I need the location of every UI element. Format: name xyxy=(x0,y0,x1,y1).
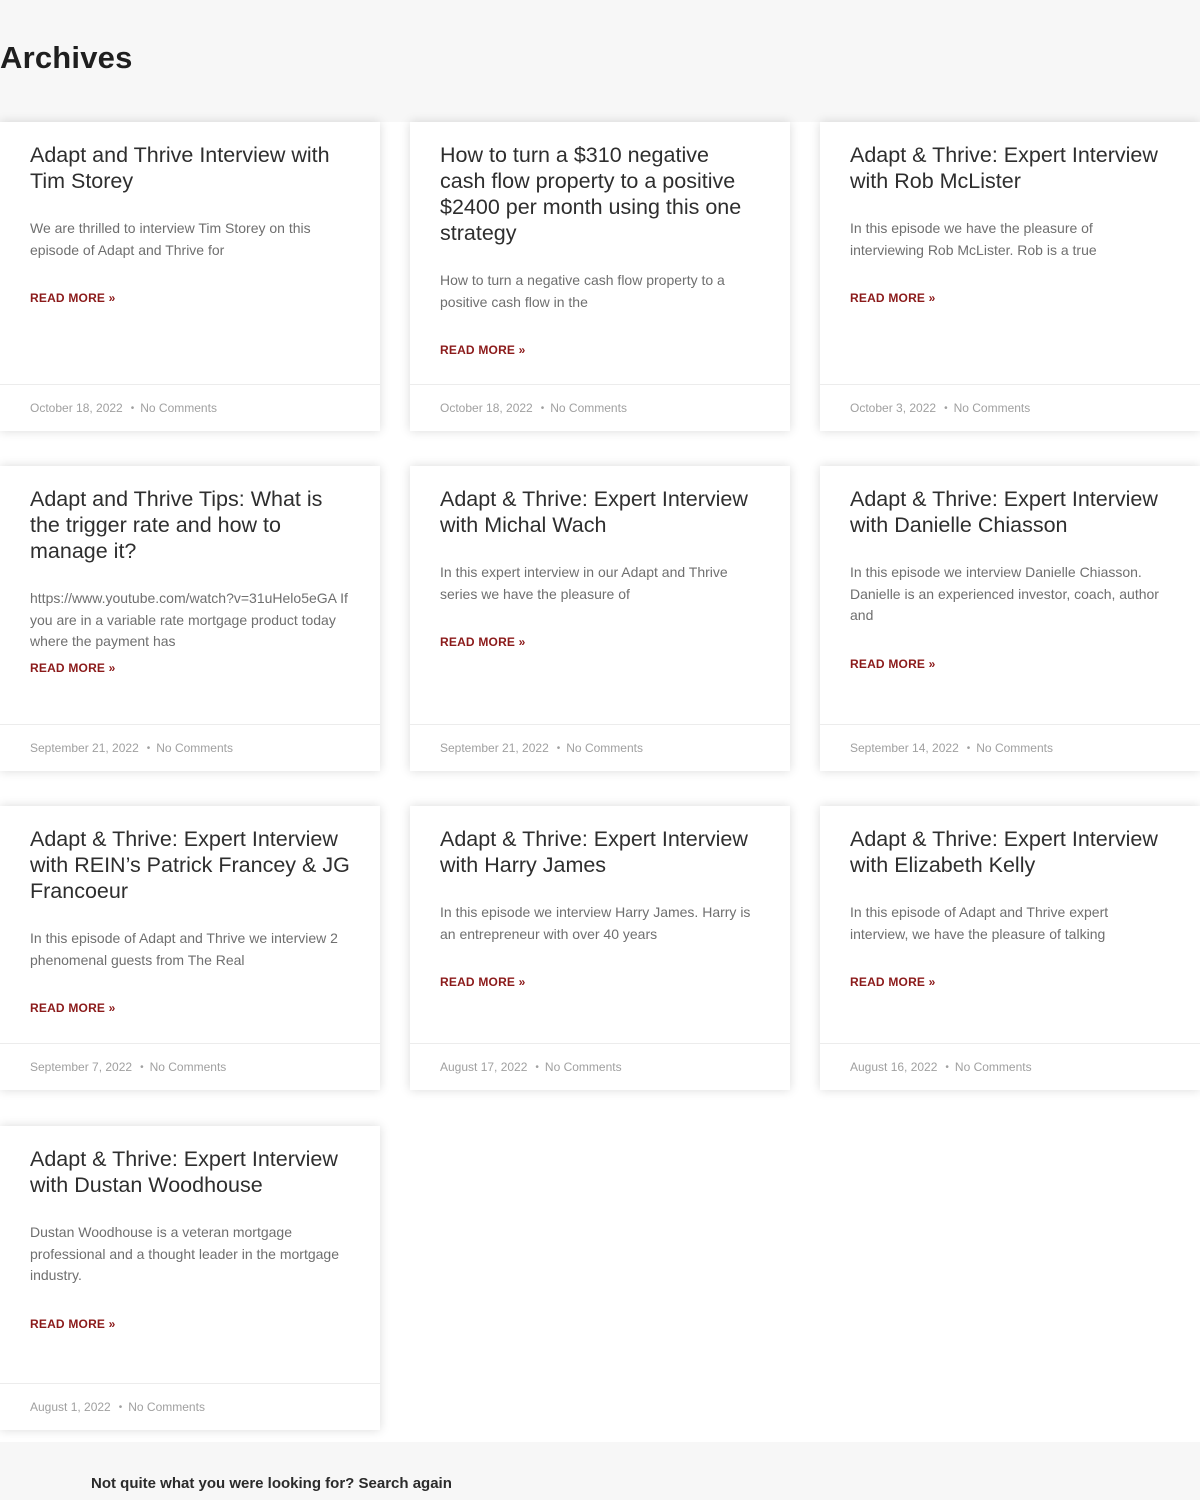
post-excerpt: In this episode we interview Harry James. Harry is an entrepreneur with over 40 years xyxy=(440,904,751,942)
read-more-link[interactable]: READ MORE » xyxy=(30,660,116,675)
post-card xyxy=(0,122,380,431)
bullet-separator: • xyxy=(556,743,561,754)
post-excerpt: In this episode of Adapt and Thrive expert interview, we have the pleasure of talking xyxy=(850,904,1109,942)
post-title-link[interactable]: Adapt & Thrive: Expert Interview with Dustan Woodhouse xyxy=(30,1147,338,1197)
post-date: October 18, 2022 xyxy=(440,401,533,415)
post-card xyxy=(820,122,1200,431)
bullet-separator: • xyxy=(945,1062,949,1073)
search-again-prompt: Not quite what you were looking for? Search again xyxy=(91,1475,452,1492)
post-excerpt: In this episode we have the pleasure of interviewing Rob McLister. Rob is a true xyxy=(850,220,1097,258)
post-comments: No Comments xyxy=(149,1060,227,1074)
post-card xyxy=(410,466,790,771)
post-title-link[interactable]: Adapt and Thrive Interview with Tim Storey xyxy=(30,143,330,193)
posts-grid xyxy=(0,122,1200,1442)
read-more-link[interactable]: READ MORE » xyxy=(30,1001,116,1015)
post-card xyxy=(0,466,380,771)
post-date: August 1, 2022 xyxy=(30,1400,111,1414)
post-meta xyxy=(410,724,790,771)
post-card xyxy=(0,806,380,1090)
read-more-link[interactable]: READ MORE » xyxy=(30,1316,116,1331)
post-date: September 21, 2022 xyxy=(440,741,549,755)
post-excerpt: Dustan Woodhouse is a veteran mortgage professional and a thought leader in the mortgage industry. xyxy=(30,1224,339,1283)
post-meta xyxy=(410,384,790,431)
post-date: October 18, 2022 xyxy=(30,401,123,415)
post-meta xyxy=(0,724,380,771)
post-meta xyxy=(820,384,1200,431)
post-date: September 7, 2022 xyxy=(30,1060,133,1074)
post-comments: No Comments xyxy=(550,401,627,415)
bullet-separator: • xyxy=(130,403,135,414)
post-date: September 14, 2022 xyxy=(850,741,959,755)
post-meta xyxy=(0,1383,380,1430)
post-excerpt: In this episode we interview Danielle Chiasson. Danielle is an experienced investor, coach, author and xyxy=(850,564,1159,623)
post-date: August 16, 2022 xyxy=(850,1060,938,1074)
bullet-separator: • xyxy=(146,743,151,754)
post-card xyxy=(0,1126,380,1430)
post-comments: No Comments xyxy=(128,1400,205,1414)
post-title-link[interactable]: How to turn a $310 negative cash flow property to a positive $2400 per month using this one strategy xyxy=(440,143,742,245)
post-excerpt: In this episode of Adapt and Thrive we interview 2 phenomenal guests from The Real xyxy=(30,930,338,968)
post-comments: No Comments xyxy=(953,401,1031,415)
post-comments: No Comments xyxy=(156,741,233,755)
post-card xyxy=(410,806,790,1090)
post-meta xyxy=(410,1043,790,1090)
read-more-link[interactable]: READ MORE » xyxy=(850,291,936,305)
post-card xyxy=(410,122,790,431)
bullet-separator: • xyxy=(535,1062,539,1073)
post-card xyxy=(820,806,1200,1090)
post-comments: No Comments xyxy=(140,401,217,415)
post-comments: No Comments xyxy=(544,1060,622,1074)
post-meta xyxy=(0,1043,380,1090)
bullet-separator: • xyxy=(118,1402,123,1413)
bullet-separator: • xyxy=(540,403,545,414)
page-title: Archives xyxy=(0,40,133,75)
bullet-separator: • xyxy=(140,1062,144,1073)
read-more-link[interactable]: READ MORE » xyxy=(30,291,116,305)
read-more-link[interactable]: READ MORE » xyxy=(850,656,936,671)
read-more-link[interactable]: READ MORE » xyxy=(850,975,936,989)
post-title-link[interactable]: Adapt & Thrive: Expert Interview with Rob McLister xyxy=(850,143,1158,193)
bullet-separator: • xyxy=(944,403,948,414)
read-more-link[interactable]: READ MORE » xyxy=(440,975,526,989)
post-date: October 3, 2022 xyxy=(850,401,937,415)
post-title-link[interactable]: Adapt and Thrive Tips: What is the trigger rate and how to manage it? xyxy=(30,487,323,563)
post-excerpt: In this expert interview in our Adapt and Thrive series we have the pleasure of xyxy=(440,564,728,602)
post-meta xyxy=(820,1043,1200,1090)
post-date: September 21, 2022 xyxy=(30,741,139,755)
post-excerpt: We are thrilled to interview Tim Storey on this episode of Adapt and Thrive for xyxy=(30,220,311,258)
post-meta xyxy=(0,384,380,431)
read-more-link[interactable]: READ MORE » xyxy=(440,343,526,357)
post-title-link[interactable]: Adapt & Thrive: Expert Interview with Michal Wach xyxy=(440,487,748,537)
post-excerpt: How to turn a negative cash flow property to a positive cash flow in the xyxy=(440,272,725,310)
post-title-link[interactable]: Adapt & Thrive: Expert Interview with Danielle Chiasson xyxy=(850,487,1158,537)
post-title-link[interactable]: Adapt & Thrive: Expert Interview with Harry James xyxy=(440,827,748,877)
read-more-link[interactable]: READ MORE » xyxy=(440,635,526,649)
post-excerpt: https://www.youtube.com/watch?v=31uHelo5eGA If you are in a variable rate mortgage product today where the payment has xyxy=(30,590,348,649)
post-title-link[interactable]: Adapt & Thrive: Expert Interview with Elizabeth Kelly xyxy=(850,827,1158,877)
post-meta xyxy=(820,724,1200,771)
post-card xyxy=(820,466,1200,771)
post-comments: No Comments xyxy=(976,741,1053,755)
post-comments: No Comments xyxy=(566,741,643,755)
post-title-link[interactable]: Adapt & Thrive: Expert Interview with REIN’s Patrick Francey & JG Francoeur xyxy=(30,827,350,903)
bullet-separator: • xyxy=(966,743,971,754)
post-date: August 17, 2022 xyxy=(440,1060,528,1074)
post-comments: No Comments xyxy=(954,1060,1032,1074)
